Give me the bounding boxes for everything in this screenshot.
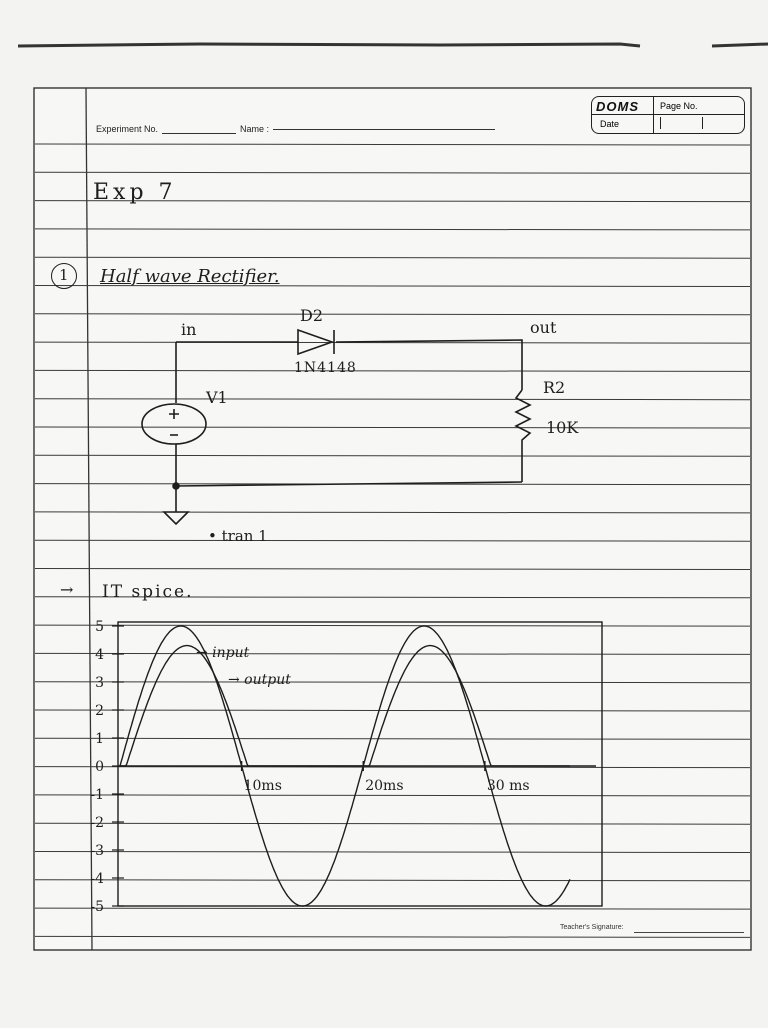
arrow-icon: → bbox=[60, 580, 74, 599]
teacher-signature-label: Teacher's Signature: bbox=[560, 924, 624, 931]
y-tick-label: -3 bbox=[90, 843, 104, 859]
resistor-label: R2 bbox=[543, 378, 566, 397]
y-tick-label: 5 bbox=[95, 619, 104, 635]
doms-page-box bbox=[591, 96, 745, 134]
teacher-signature-blank bbox=[634, 932, 744, 933]
doms-logo: DOMS bbox=[596, 99, 639, 114]
y-tick-label: 1 bbox=[95, 731, 104, 747]
box-divider bbox=[653, 97, 654, 133]
page-border bbox=[34, 88, 751, 950]
tran-note: • tran 1 bbox=[208, 527, 268, 545]
experiment-no-label: Experiment No. bbox=[96, 124, 159, 134]
top-edge-mark bbox=[712, 44, 768, 46]
in-label: in bbox=[181, 320, 197, 339]
name-label: Name : bbox=[240, 124, 270, 134]
box-divider bbox=[592, 114, 744, 115]
x-tick-label: 30 ms bbox=[486, 778, 530, 794]
x-tick-label: 10ms bbox=[243, 778, 282, 794]
date-tick bbox=[702, 117, 703, 129]
resistor-value: 10K bbox=[546, 418, 579, 437]
item-number-circle bbox=[51, 263, 77, 289]
date-label: Date bbox=[600, 119, 620, 129]
diode-label: D2 bbox=[300, 306, 324, 325]
x-tick-label: 20ms bbox=[365, 778, 404, 794]
source-label: V1 bbox=[206, 388, 228, 407]
y-tick-label: -2 bbox=[90, 815, 104, 831]
section-title: Half wave Rectifier. bbox=[100, 266, 280, 287]
page-no-label: Page No. bbox=[660, 101, 698, 111]
y-tick-label: -5 bbox=[90, 899, 104, 915]
item-number: 1 bbox=[59, 266, 69, 284]
y-tick-label: -1 bbox=[90, 787, 104, 803]
exp-title: Exp 7 bbox=[93, 180, 177, 205]
top-edge-mark bbox=[18, 44, 640, 46]
series-annotation: → output bbox=[228, 672, 291, 688]
date-tick bbox=[660, 117, 661, 129]
y-tick-label: -4 bbox=[90, 871, 104, 887]
y-tick-label: 0 bbox=[95, 759, 104, 775]
ltspice-heading: IT spice. bbox=[102, 582, 194, 602]
junction-dot bbox=[173, 483, 179, 489]
out-label: out bbox=[530, 318, 557, 337]
series-annotation: → input bbox=[196, 645, 250, 661]
y-tick-label: 3 bbox=[95, 675, 104, 691]
name-blank bbox=[273, 129, 495, 130]
y-tick-label: 2 bbox=[95, 703, 104, 719]
experiment-no-blank bbox=[162, 133, 236, 134]
y-tick-label: 4 bbox=[95, 647, 104, 663]
diode-part-number: 1N4148 bbox=[294, 360, 357, 376]
